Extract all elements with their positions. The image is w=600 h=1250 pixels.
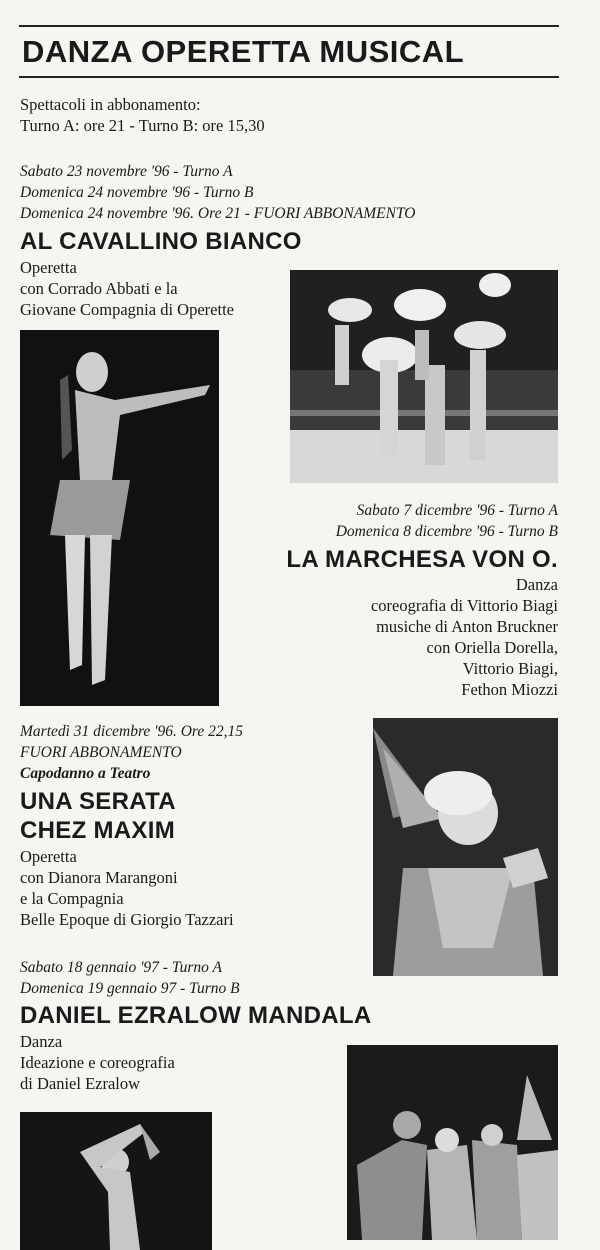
photo-chorus-line-image: [290, 270, 558, 483]
photo-chorus-line: [290, 270, 558, 483]
event-detail-line: Danza: [515, 575, 558, 594]
event-detail-line: con Oriella Dorella,: [426, 638, 558, 657]
event-title: [20, 787, 176, 845]
event-detail-line: Fethon Miozzi: [461, 680, 558, 699]
event-date-line: Sabato 23 novembre '96 - Turno A: [20, 163, 233, 180]
event-detail-line: Danza: [20, 1032, 63, 1051]
intro-line: Turno A: ore 21 - Turno B: ore 15,30: [20, 116, 265, 135]
event-details: [20, 846, 234, 930]
event-title: LA MARCHESA VON O.: [286, 546, 558, 573]
event-title-line: UNA SERATA: [20, 788, 176, 815]
event-detail-line: Giovane Compagnia di Operette: [20, 300, 234, 319]
event-details: [20, 257, 234, 320]
event-detail-line: Ideazione e coreografia: [20, 1053, 175, 1072]
top-rule: [19, 25, 559, 27]
event-date-line: Martedì 31 dicembre '96. Ore 22,15: [20, 723, 244, 740]
event-title: DANIEL EZRALOW MANDALA: [20, 1002, 372, 1029]
event-title: AL CAVALLINO BIANCO: [20, 228, 302, 255]
event-details: [371, 574, 558, 700]
photo-showgirl-image: [373, 718, 558, 976]
intro: [20, 94, 265, 136]
event-detail-line: Operetta: [20, 847, 77, 866]
event-date-line: Domenica 24 novembre '96. Ore 21 - FUORI ABBONAMENTO: [20, 205, 416, 222]
photo-ballerina: [20, 330, 219, 706]
event-dates: [20, 721, 243, 784]
event-detail-line: con Corrado Abbati e la: [20, 279, 178, 298]
photo-dancer-mandala-image: [20, 1112, 212, 1250]
intro-line: Spettacoli in abbonamento:: [20, 95, 201, 114]
event-detail-line: Vittorio Biagi,: [462, 659, 558, 678]
photo-dancer-mandala: [20, 1112, 212, 1250]
event-detail-line: di Daniel Ezralow: [20, 1074, 141, 1093]
event-date-line: Domenica 19 gennaio 97 - Turno B: [20, 980, 240, 997]
page-title: DANZA OPERETTA MUSICAL: [22, 34, 465, 69]
photo-warriors-mandala-image: [347, 1045, 558, 1240]
event-date-line: Domenica 8 dicembre '96 - Turno B: [335, 523, 558, 540]
event-date-line: Sabato 18 gennaio '97 - Turno A: [20, 959, 222, 976]
photo-ballerina-image: [20, 330, 219, 706]
event-detail-line: musiche di Anton Bruckner: [376, 617, 558, 636]
event-date-line: FUORI ABBONAMENTO: [20, 744, 182, 761]
event-detail-line: Belle Epoque di Giorgio Tazzari: [20, 910, 234, 929]
photo-warriors-mandala: [347, 1045, 558, 1240]
event-subtitle: Capodanno a Teatro: [20, 765, 151, 782]
event-date-line: Sabato 7 dicembre '96 - Turno A: [356, 502, 558, 519]
event-detail-line: Operetta: [20, 258, 77, 277]
photo-showgirl: [373, 718, 558, 976]
event-title-line: CHEZ MAXIM: [20, 817, 175, 844]
event-date-line: Domenica 24 novembre '96 - Turno B: [20, 184, 254, 201]
title-underline: [19, 76, 559, 78]
event-dates: [20, 161, 416, 224]
event-detail-line: coreografia di Vittorio Biagi: [370, 596, 558, 615]
event-dates: [20, 957, 240, 999]
event-detail-line: con Dianora Marangoni: [20, 868, 178, 887]
event-details: [20, 1031, 175, 1094]
event-dates: [336, 500, 558, 542]
event-detail-line: e la Compagnia: [20, 889, 124, 908]
